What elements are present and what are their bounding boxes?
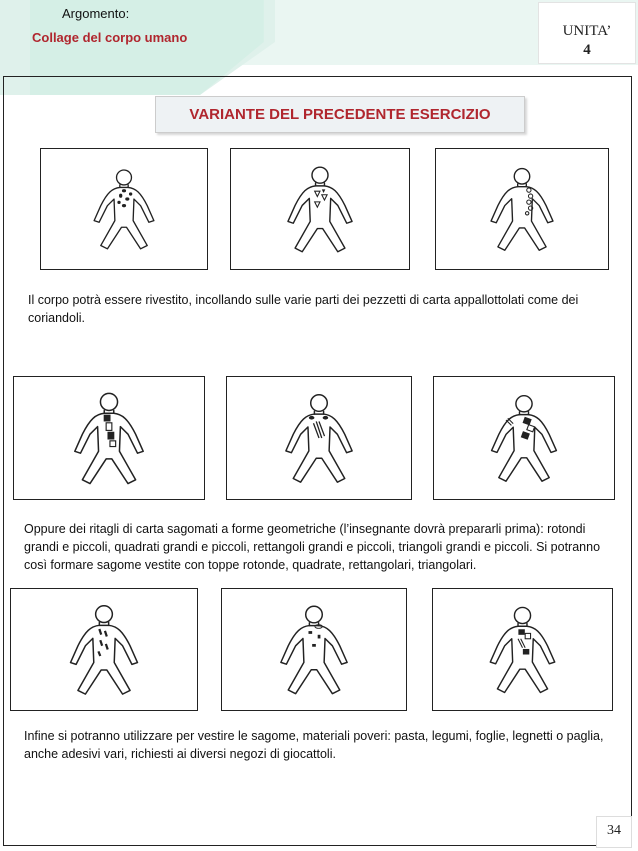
stick-figure-drawing	[434, 377, 614, 499]
figure-triangles	[230, 148, 410, 270]
page-number: 34	[596, 816, 632, 848]
unit-box	[538, 2, 636, 64]
stick-figure-drawing	[222, 589, 406, 710]
paragraph-materials: Infine si potranno utilizzare per vestire le sagome, materiali poveri: pasta, legumi, foglie, legnetti o paglia, anche adesivi vari, richiesti ai diversi negozi di giocattoli.	[24, 729, 604, 761]
unit-number: 4	[583, 42, 591, 58]
figure-patch-mix	[432, 588, 613, 711]
stick-figure-drawing	[227, 377, 411, 499]
paragraph-confetti: Il corpo potrà essere rivestito, incollando sulle varie parti dei pezzetti di carta appallottolati come dei coriandoli.	[28, 293, 579, 325]
figure-circles	[435, 148, 609, 270]
argument-title: Collage del corpo umano	[32, 30, 188, 45]
figure-patch-arm	[433, 376, 615, 500]
stick-figure-drawing	[11, 589, 197, 710]
stick-figure-drawing	[14, 377, 204, 499]
paragraph-geometric: Oppure dei ritagli di carta sagomati a forme geometriche (l’insegnante dovrà prepararli prima): rotondi grandi e piccoli, quadrati grandi e piccoli, rettangoli grandi e piccoli, triangoli grandi e piccoli. Si potranno così formare sagome vestite con toppe rotonde, quadrate, rettangolari, triangolari.	[24, 522, 601, 572]
stick-figure-drawing	[231, 149, 409, 269]
figure-rect-strip	[13, 376, 205, 500]
figure-confetti-1	[40, 148, 208, 270]
section-banner: VARIANTE DEL PRECEDENTE ESERCIZIO	[155, 96, 525, 133]
unit-label: UNITA’	[562, 23, 612, 39]
stick-figure-drawing	[433, 589, 612, 710]
figure-hatched-diag	[226, 376, 412, 500]
argument-label: Argomento:	[62, 6, 130, 21]
figure-scattered	[221, 588, 407, 711]
stick-figure-drawing	[41, 149, 207, 269]
figure-dashes	[10, 588, 198, 711]
stick-figure-drawing	[436, 149, 608, 269]
